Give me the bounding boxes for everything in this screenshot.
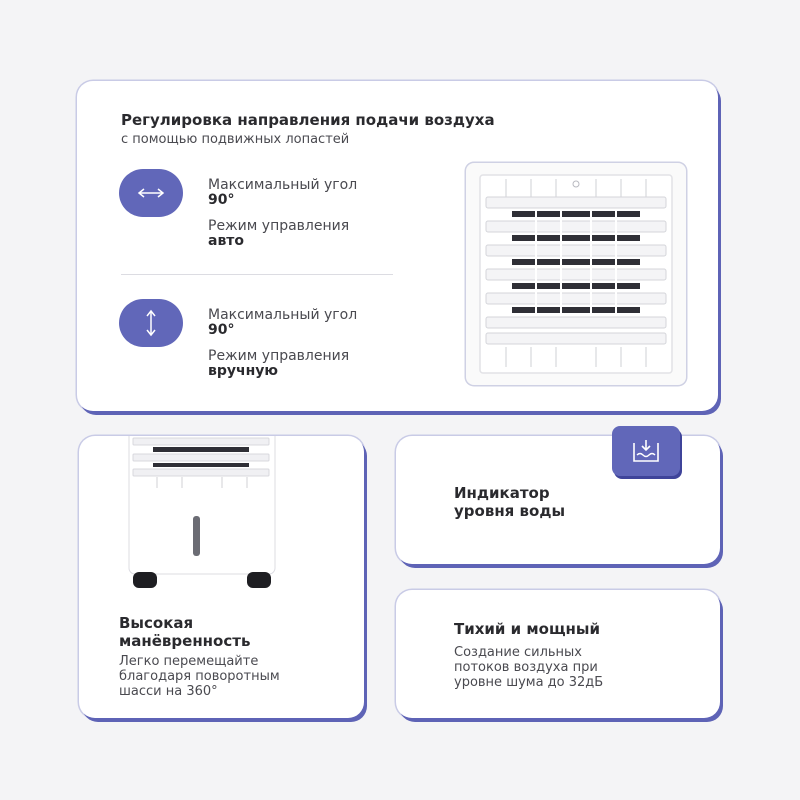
control-value: вручную xyxy=(208,363,279,379)
louver-image xyxy=(466,163,686,385)
airflow-subtitle: с помощью подвижных лопастей xyxy=(121,132,350,147)
water-level-icon xyxy=(612,426,680,476)
water-level-title: Индикатор уровня воды xyxy=(454,484,566,520)
angle-label: Максимальный угол xyxy=(208,307,358,323)
angle-label: Максимальный угол xyxy=(208,177,358,193)
product-body-image xyxy=(127,436,277,596)
mode-spec-auto xyxy=(208,178,357,249)
mobility-card xyxy=(79,436,364,718)
quiet-text: Создание сильных потоков воздуха при уровне шума до 32дБ xyxy=(454,645,604,690)
mobility-title: Высокая манёвренность xyxy=(119,614,251,650)
mode-spec-manual xyxy=(208,308,357,379)
quiet-title: Тихий и мощный xyxy=(454,620,600,638)
angle-value: 90° xyxy=(208,322,235,338)
mobility-text: Легко перемещайте благодаря поворотным шасси на 360° xyxy=(119,654,280,699)
control-label: Режим управления xyxy=(208,348,350,364)
quiet-card xyxy=(396,590,720,718)
control-value: авто xyxy=(208,233,245,249)
divider xyxy=(121,274,393,275)
vertical-arrows-icon xyxy=(119,299,183,347)
angle-value: 90° xyxy=(208,192,235,208)
horizontal-arrows-icon xyxy=(119,169,183,217)
airflow-title: Регулировка направления подачи воздуха xyxy=(121,111,495,129)
control-label: Режим управления xyxy=(208,218,350,234)
airflow-card xyxy=(77,81,718,411)
